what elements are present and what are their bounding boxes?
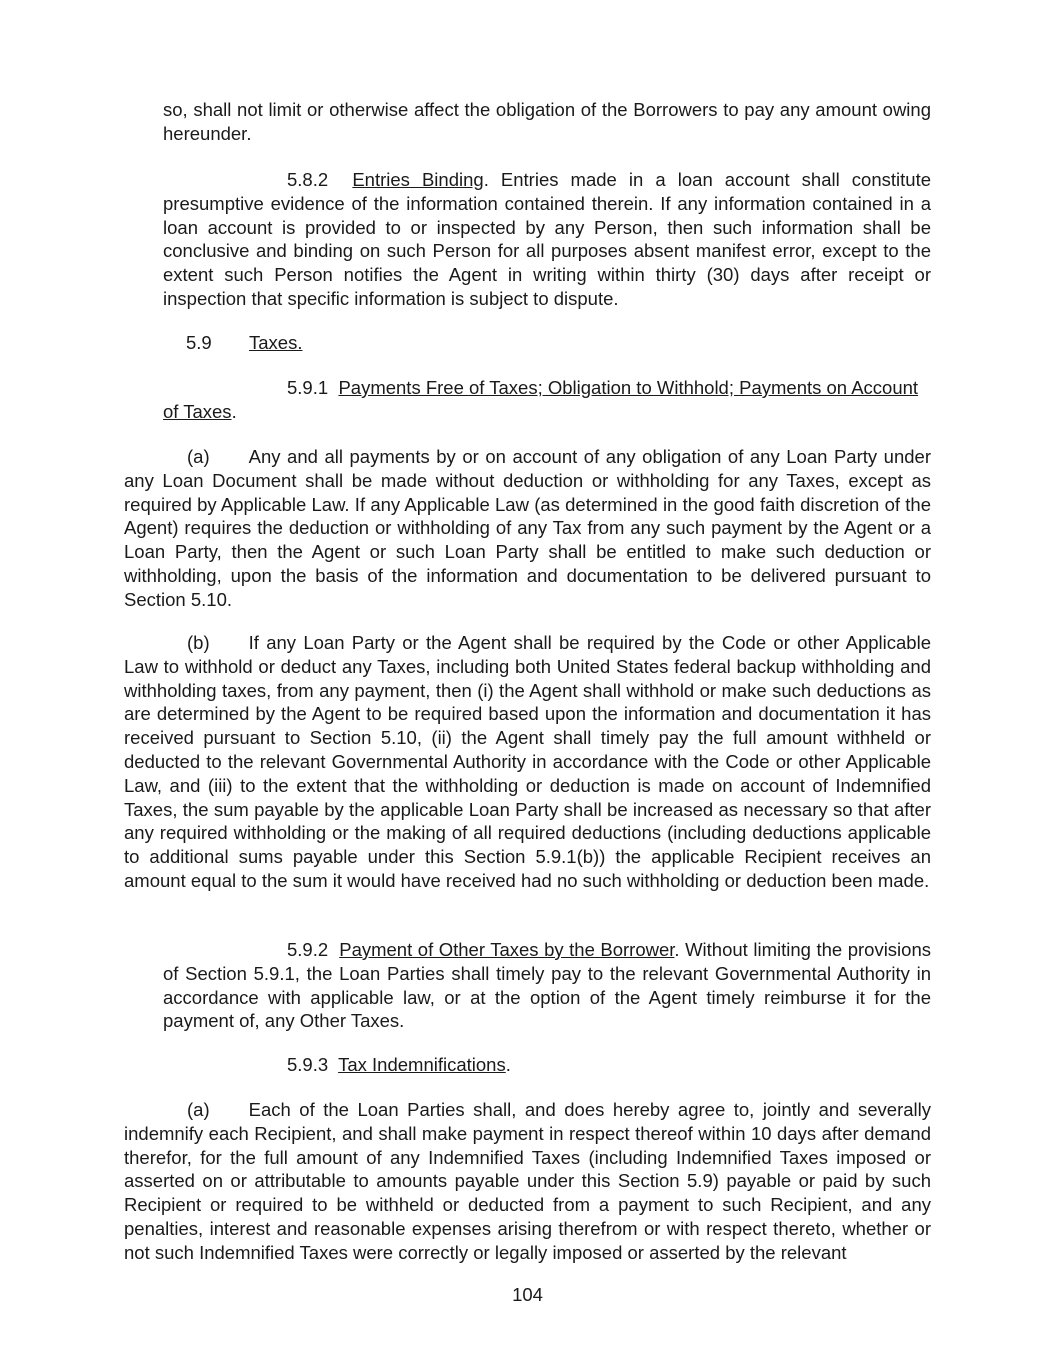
section-5-9-1-title-line1: Payments Free of Taxes; Obligation to Withhold; Payments on Account: [338, 377, 919, 398]
section-5-9-title: Taxes.: [249, 332, 303, 353]
continuation-paragraph: [163, 98, 931, 146]
section-5-8-2-title: Entries Binding: [352, 169, 484, 190]
section-5-9-1-a-text: Any and all payments by or on account of any obligation of any Loan Party under any Loan Document shall be made without deduction or withholding for any Taxes, except as required by Applicable Law. If any Applicable Law (as determined in the good faith discretion of the Agent) requires the deduction or withholding of any Tax from any such payment by the Agent or a Loan Party, then the Agent or such Loan Party shall be entitled to make such deduction or withholding, upon the basis of the information and documentation to be delivered pursuant to Section 5.10.: [124, 446, 931, 610]
section-5-9-3-a: [124, 1098, 931, 1265]
page-number: 104: [512, 1284, 543, 1305]
section-5-9-2-title: Payment of Other Taxes by the Borrower: [339, 939, 675, 960]
section-5-9-3-a-text: Each of the Loan Parties shall, and does hereby agree to, jointly and severally indemnify each Recipient, and shall make payment in respect thereof within 10 days after demand therefor, for the full amount of any Indemnified Taxes (including Indemnified Taxes imposed or asserted on or attributable to amounts payable under this Section 5.9) payable or paid by such Recipient or required to be withheld or deducted from a payment to such Recipient, and any penalties, interest and reasonable expenses arising therefrom or with respect thereto, whether or not such Indemnified Taxes were correctly or legally imposed or asserted by the relevant: [124, 1099, 931, 1263]
section-5-9-1-heading: [287, 376, 918, 400]
continuation-text: so, shall not limit or otherwise affect the obligation of the Borrowers to pay any amount owing hereunder.: [163, 99, 931, 144]
section-5-9-2-body: . Without limiting the provisions of Section 5.9.1, the Loan Parties shall timely pay to the relevant Governmental Authority in accordance with applicable law, or at the option of the Agent timely reimburse it for the payment of, any Other Taxes.: [163, 939, 931, 1032]
section-5-9-1-b: [124, 631, 931, 893]
section-5-9-1-b-text: If any Loan Party or the Agent shall be required by the Code or other Applicable Law to withhold or deduct any Taxes, including both United States federal backup withholding and withholding taxes, from any payment, then (i) the Agent shall withhold or make such deductions as are determined by the Agent to be required based upon the information and documentation it has received pursuant to Section 5.10, (ii) the Agent shall timely pay the full amount withheld or deducted to the relevant Governmental Authority in accordance with the Code or other Applicable Law, and (iii) to the extent that the withholding or deduction is made on account of Indemnified Taxes, the sum payable by the applicable Loan Party shall be increased as necessary so that after any required withholding or the making of all required deductions (including deductions applicable to additional sums payable under this Section 5.9.1(b)) the applicable Recipient receives an amount equal to the sum it would have received had no such withholding or deduction been made.: [124, 632, 931, 891]
section-5-9-2-number: 5.9.2: [287, 939, 329, 960]
section-5-8-2-number: 5.8.2: [287, 169, 329, 190]
section-5-9-3-a-label: (a): [187, 1099, 210, 1120]
section-5-9-1-b-label: (b): [187, 632, 210, 653]
section-5-9-1-title-line2: of Taxes: [163, 401, 232, 422]
section-5-9-2: [163, 938, 931, 1033]
section-5-9-number: 5.9: [186, 332, 212, 353]
section-5-9-1-suffix: .: [231, 401, 237, 422]
section-5-9-3-heading: [287, 1053, 511, 1077]
section-5-8-2-body: . Entries made in a loan account shall constitute presumptive evidence of the information contained therein. If any information contained in a loan account is provided to or inspected by any Person, then such information shall be conclusive and binding on such Person for all purposes absent manifest error, except to the extent such Person notifies the Agent in writing within thirty (30) days after receipt or inspection that specific information is subject to dispute.: [163, 169, 931, 309]
section-5-9-1-number: 5.9.1: [287, 377, 329, 398]
section-5-9-1-heading-cont: [163, 400, 237, 424]
section-5-9-3-suffix: .: [505, 1054, 511, 1075]
section-5-8-2: [163, 168, 931, 311]
section-5-9-1-a-label: (a): [187, 446, 210, 467]
section-5-9-1-a: [124, 445, 931, 612]
section-5-9-3-number: 5.9.3: [287, 1054, 329, 1075]
section-5-9-3-title: Tax Indemnifications: [338, 1054, 506, 1075]
